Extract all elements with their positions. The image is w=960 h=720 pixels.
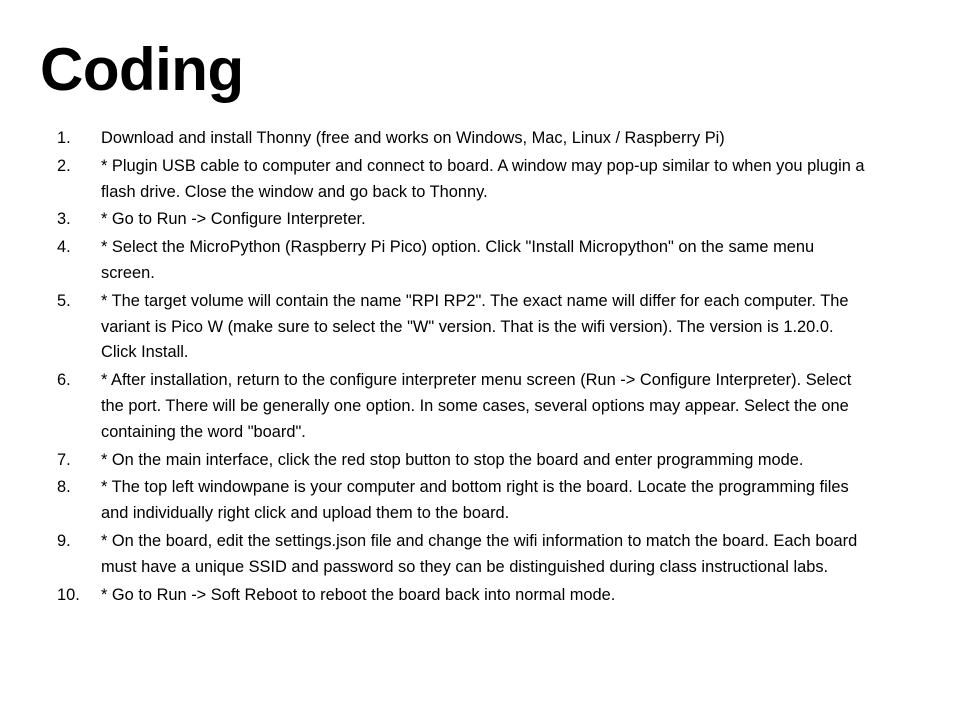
step-item [57,207,867,233]
step-text: * The top left windowpane is your computer and bottom right is the board. Locate the programming files and individually right click and upload them to the board. [101,478,849,523]
step-number: 3. [57,210,71,229]
step-item [57,154,867,206]
step-item [57,235,867,287]
step-number: 4. [57,238,71,257]
step-number: 2. [57,156,71,175]
step-text: * Select the MicroPython (Raspberry Pi Pico) option. Click "Install Micropython" on the same menu screen. [101,238,815,282]
step-item [57,529,867,581]
step-item [57,289,867,366]
slide-title: Coding [40,36,244,103]
step-item [57,583,867,609]
step-number: 9. [57,531,71,550]
step-text: * On the main interface, click the red stop button to stop the board and enter programming mode. [101,450,804,469]
step-item [57,126,867,152]
step-text: * Go to Run -> Soft Reboot to reboot the board back into normal mode. [101,585,616,604]
step-text: * Plugin USB cable to computer and connect to board. A window may pop-up similar to when you plugin a flash drive. Close the window and go back to Thonny. [101,156,865,201]
step-item [57,368,867,445]
step-text: * The target volume will contain the name "RPI RP2". The exact name will differ for each computer. The variant is Pico W (make sure to select the "W" version. That is the wifi version). The version is 1.20.0. Click Install. [101,291,849,362]
step-number: 5. [57,291,71,310]
steps-list [57,126,867,610]
step-number: 10. [57,585,80,604]
step-item [57,448,867,474]
step-text: Download and install Thonny (free and works on Windows, Mac, Linux / Raspberry Pi) [101,129,725,147]
step-item [57,475,867,527]
step-text: * After installation, return to the configure interpreter menu screen (Run -> Configure Interpreter). Select the port. There will be generally one option. In some cases, several options may appear. Select the one containing the word "board". [101,371,852,441]
step-text: * On the board, edit the settings.json file and change the wifi information to match the board. Each board must have a unique SSID and password so they can be distinguished during class instructional labs. [101,531,858,576]
step-number: 1. [57,129,71,147]
step-number: 7. [57,450,71,469]
step-text: * Go to Run -> Configure Interpreter. [101,210,366,229]
step-number: 8. [57,478,71,497]
step-number: 6. [57,371,71,390]
